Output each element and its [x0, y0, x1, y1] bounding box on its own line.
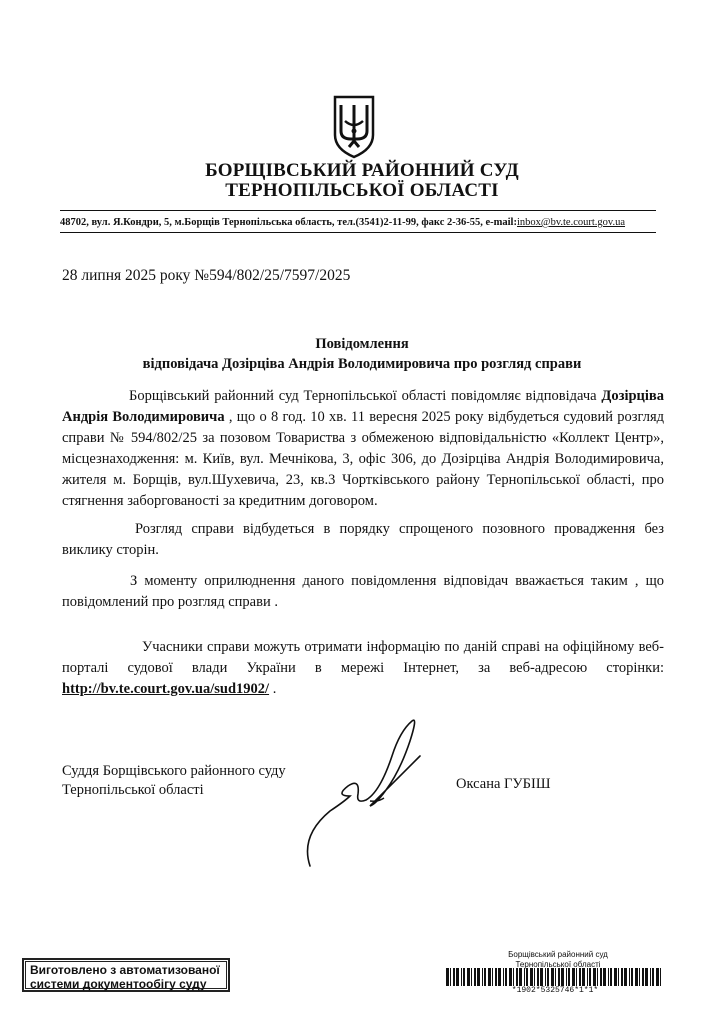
- paragraph-info: [62, 637, 664, 700]
- handwritten-signature-icon: [300, 716, 440, 876]
- paragraph-notification: З моменту оприлюднення даного повідомлення відповідач вважається таким , що повідомлений про розгляд справи .: [62, 573, 664, 610]
- notice-heading: Повідомлення: [315, 336, 409, 352]
- p1-text-a: Борщівський районний суд Тернопільської області повідомляє відповідача: [129, 388, 602, 404]
- email-link[interactable]: inbox@bv.te.court.gov.ua: [516, 217, 626, 228]
- address-text: 48702, вул. Я.Кондри, 5, м.Борщів Тернопільська область, тел.(3541)2-11-99, факс 2-36-55, e-mail:: [60, 217, 517, 228]
- paragraph-hearing: [62, 386, 664, 512]
- p1-text-b: , що о 8 год. 10 хв. 11 вересня 2025 року відбудеться судовий розгляд справи № 594/802/25 за позовом Товариства з обмеженою відповідальністю «Коллект Центр», місцезнаходження: м. Київ, вул. Мечнікова, 3, офіс 306, до Дозірціва Андрія Володимировича, жителя м. Борщів, вул.Шухевича, 23, кв.3 Чортківського району Тернопільської області, про стягнення заборгованості за кредитним договором.: [62, 409, 664, 509]
- p4-text-a: Учасники справи можуть отримати інформацію по даній справі на офіційному веб-порталі судової влади України в мережі Інтернет, за веб-адресою сторінки:: [62, 639, 664, 676]
- notice-subheading: відповідача Дозірціва Андрія Володимировича про розгляд справи: [142, 356, 582, 372]
- p4-text-b: .: [269, 681, 277, 697]
- court-website-link[interactable]: http://bv.te.court.gov.ua/sud1902/: [62, 681, 270, 697]
- barcode-icon: [446, 968, 664, 986]
- barcode-court-label: [498, 950, 618, 969]
- barcode-court-line1: Борщівський районний суд: [508, 950, 608, 959]
- header-rule-top: [60, 210, 656, 211]
- stamp-line1: Виготовлено з автоматизованої: [30, 963, 220, 977]
- court-name-line1: БОРЩІВСЬКИЙ РАЙОННИЙ СУД: [205, 160, 519, 181]
- barcode-court-line2: Тернопільської області: [515, 959, 601, 969]
- court-name-line2: ТЕРНОПІЛЬСЬКОЇ ОБЛАСТІ: [225, 180, 499, 201]
- automated-system-stamp: [22, 958, 230, 992]
- judge-title: [62, 762, 286, 800]
- header-rule-bottom: [60, 232, 656, 233]
- judge-title-line1: Суддя Борщівського районного суду: [62, 763, 286, 779]
- paragraph-procedure: Розгляд справи відбудеться в порядку спрощеного позовного провадження без виклику сторін.: [62, 521, 664, 558]
- document-date-number: 28 липня 2025 року №594/802/25/7597/2025: [62, 267, 351, 284]
- judge-name: Оксана ГУБІШ: [456, 776, 551, 792]
- stamp-line2: системи документообігу суду: [30, 977, 207, 991]
- defendant-name: Дозірціва Андрія Володимировича: [62, 388, 664, 425]
- court-address: [60, 217, 670, 228]
- trident-emblem-icon: [331, 95, 377, 159]
- judge-title-line2: Тернопільської області: [62, 782, 204, 798]
- barcode-number: *1902*5325746*1*1*: [511, 986, 599, 995]
